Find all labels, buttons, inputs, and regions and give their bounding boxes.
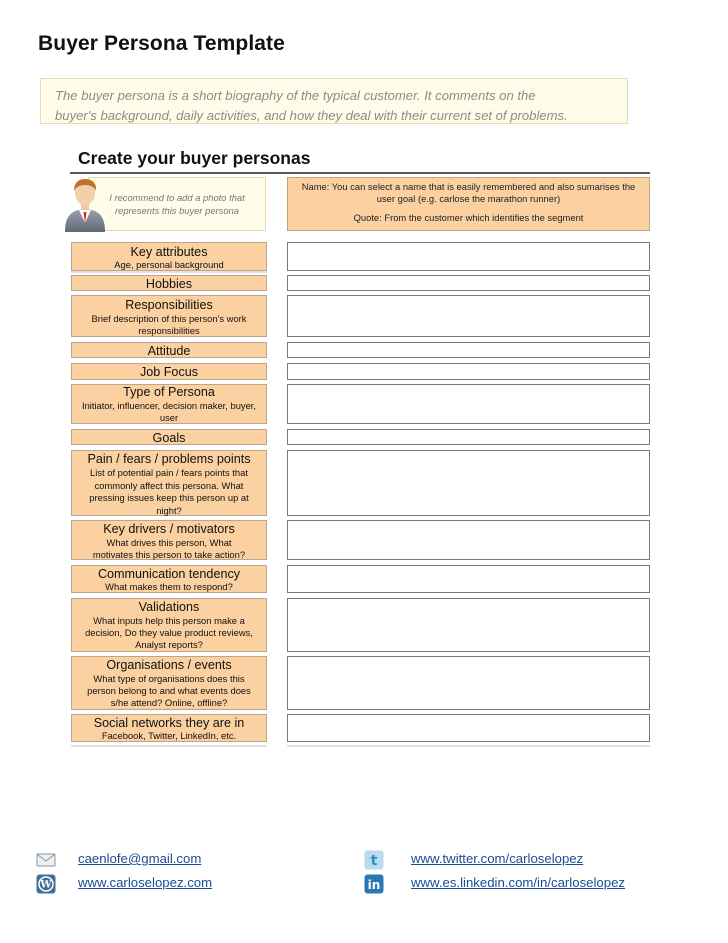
intro-box xyxy=(40,78,628,124)
row-title: Validations xyxy=(138,600,200,614)
field-hobbies[interactable] xyxy=(287,275,650,291)
row-subtitle: Brief description of this person's work responsibilities xyxy=(91,313,247,336)
label-organisations-events xyxy=(71,656,267,710)
row-title: Organisations / events xyxy=(106,658,232,672)
row-title: Communication tendency xyxy=(97,567,241,581)
mail-icon xyxy=(36,850,56,870)
row-subtitle: What type of organisations does this person belong to and what events does s/he attend? Online, offline? xyxy=(87,673,251,708)
row-title: Key attributes xyxy=(130,245,208,259)
label-responsibilities xyxy=(71,295,267,337)
field-social-networks[interactable] xyxy=(287,714,650,742)
row-separator xyxy=(71,271,267,273)
label-attitude xyxy=(71,342,267,358)
wordpress-icon xyxy=(36,874,56,894)
email-link[interactable]: caenlofe@gmail.com xyxy=(78,851,202,866)
label-type-of-persona xyxy=(71,384,267,424)
label-job-focus xyxy=(71,363,267,380)
section-divider xyxy=(70,172,650,174)
row-title: Attitude xyxy=(147,344,191,358)
field-communication-tendency[interactable] xyxy=(287,565,650,593)
field-validations[interactable] xyxy=(287,598,650,652)
row-title: Type of Persona xyxy=(123,385,215,399)
row-subtitle: Initiator, influencer, decision maker, buyer, user xyxy=(81,400,257,423)
label-key-attributes xyxy=(71,242,267,271)
row-subtitle: List of potential pain / fears points that commonly affect this persona. What pressing issues keep this person up at night? xyxy=(89,467,249,516)
field-pain-points[interactable] xyxy=(287,450,650,516)
label-communication-tendency xyxy=(71,565,267,593)
svg-text:W: W xyxy=(40,879,52,891)
row-subtitle: Facebook, Twitter, LinkedIn, etc. xyxy=(101,730,237,741)
linkedin-link[interactable]: www.es.linkedin.com/in/carloselopez xyxy=(411,875,626,890)
row-title: Goals xyxy=(152,431,186,445)
field-key-attributes[interactable] xyxy=(287,242,650,271)
label-social-networks xyxy=(71,714,267,742)
row-title: Pain / fears / problems points xyxy=(87,452,251,466)
section-heading: Create your buyer personas xyxy=(78,148,311,168)
label-validations xyxy=(71,598,267,652)
persona-name-box[interactable] xyxy=(287,177,650,231)
name-instruction-line-1: Name: You can select a name that is easily remembered and also sumarises the xyxy=(301,181,636,192)
field-organisations-events[interactable] xyxy=(287,656,650,710)
row-subtitle: What makes them to respond? xyxy=(105,581,233,592)
photo-placeholder-note xyxy=(88,177,266,231)
row-title: Job Focus xyxy=(139,365,199,379)
field-job-focus[interactable] xyxy=(287,363,650,380)
photo-note-line-2: represents this buyer persona xyxy=(114,204,240,216)
row-separator xyxy=(287,745,650,747)
svg-text:t: t xyxy=(370,853,378,869)
twitter-icon xyxy=(364,850,384,870)
field-type-of-persona[interactable] xyxy=(287,384,650,424)
field-responsibilities[interactable] xyxy=(287,295,650,337)
row-subtitle: Age, personal background xyxy=(114,259,224,270)
person-avatar-icon xyxy=(62,176,108,232)
label-hobbies xyxy=(71,275,267,291)
svg-text:in: in xyxy=(367,878,381,892)
row-title: Responsibilities xyxy=(125,298,213,312)
footer xyxy=(0,840,728,900)
intro-line-2: buyer's background, daily activities, and how they deal with their current set of problems. xyxy=(55,108,568,123)
linkedin-icon xyxy=(364,874,384,894)
website-link[interactable]: www.carloselopez.com xyxy=(78,875,213,890)
row-subtitle: What drives this person, What motivates this person to take action? xyxy=(92,537,246,560)
field-key-drivers[interactable] xyxy=(287,520,650,560)
intro-line-1: The buyer persona is a short biography of the typical customer. It comments on the xyxy=(55,88,536,103)
label-pain-points xyxy=(71,450,267,516)
row-separator xyxy=(71,745,267,747)
document-title: Buyer Persona Template xyxy=(38,32,285,55)
label-goals xyxy=(71,429,267,445)
row-title: Key drivers / motivators xyxy=(103,522,235,536)
field-attitude[interactable] xyxy=(287,342,650,358)
row-title: Hobbies xyxy=(145,277,193,291)
field-goals[interactable] xyxy=(287,429,650,445)
label-key-drivers xyxy=(71,520,267,560)
name-instruction-line-2: user goal (e.g. carlose the marathon runner) xyxy=(376,193,561,204)
photo-note-line-1: I recommend to add a photo that xyxy=(109,192,245,203)
quote-instruction: Quote: From the customer which identifies the segment xyxy=(353,212,584,223)
row-subtitle: What inputs help this person make a decision, Do they value product reviews, Analyst reports? xyxy=(85,615,253,650)
row-title: Social networks they are in xyxy=(93,716,245,730)
twitter-link[interactable]: www.twitter.com/carloselopez xyxy=(411,851,584,866)
